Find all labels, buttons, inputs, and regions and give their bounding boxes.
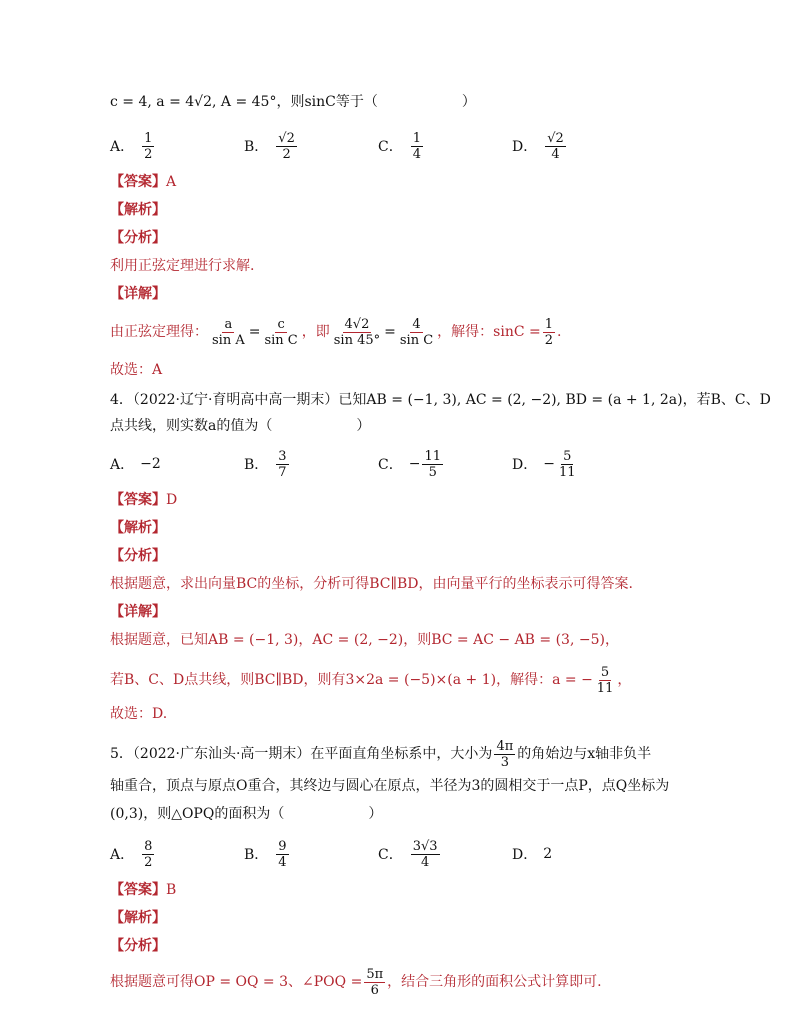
q5-analysis-tag: 【解析】 xyxy=(110,910,166,926)
q5-fenxi-text: 根据题意可得OP = OQ = 3、∠POQ = $\frac{5\pi}{6}$ ，结合三角形的面积公式计算即可. xyxy=(110,966,602,998)
q4-stem-line1: 4．（2022·辽宁·育明高中高一期末）已知AB = (−1, 3), AC = (2, −2), BD = (a + 1, 2a)，若B、C、D xyxy=(110,392,771,408)
q4-fenxi-text: 根据题意，求出向量BC的坐标，分析可得BC∥BD，由向量平行的坐标表示可得答案. xyxy=(110,576,633,592)
q5-answer: 【答案】B xyxy=(110,882,177,898)
q3-option-d: D． $\frac{√2}{4}$ xyxy=(512,130,564,162)
q4-analysis-tag: 【解析】 xyxy=(110,520,166,536)
q4-stem-line2: 点共线，则实数a的值为（ ） xyxy=(110,418,371,434)
q3-stem: c = 4, a = 4√2, A = 45°，则sinC等于（ ） xyxy=(110,94,476,110)
q4-answer: 【答案】D xyxy=(110,492,178,508)
q3-option-c: C． $\frac{1}{4}$ xyxy=(378,130,421,162)
q5-option-a: A． $\frac{8}{2}$ xyxy=(110,838,153,870)
q4-detail-line1: 根据题意，已知AB = (−1, 3)，AC = (2, −2)，则BC = AC − AB = (3, −5)， xyxy=(110,632,619,648)
q4-option-b: B． $\frac{3}{7}$ xyxy=(244,448,287,480)
q4-options xyxy=(110,444,710,484)
q4-fenxi-tag: 【分析】 xyxy=(110,548,166,564)
q3-analysis-tag: 【解析】 xyxy=(110,202,166,218)
q4-detail-tag: 【详解】 xyxy=(110,604,166,620)
q3-option-b: B． $\frac{√2}{2}$ xyxy=(244,130,295,162)
q4-option-a: A． −2 xyxy=(110,456,161,473)
q4-detail-line2: 若B、C、D点共线，则BC∥BD，则有3×2a = (−5)×(a + 1)，解得：a = − $\frac{5}{11}$ ， xyxy=(110,664,632,696)
q5-stem-line3: (0,3)，则△OPQ的面积为（ ） xyxy=(110,806,383,822)
q4-option-d: D． − $\frac{5}{11}$ xyxy=(512,448,576,480)
q5-options xyxy=(110,834,710,874)
q5-option-d: D． 2 xyxy=(512,846,553,863)
q3-answer: 【答案】A xyxy=(110,174,177,190)
q3-fenxi-tag: 【分析】 xyxy=(110,230,166,246)
q5-stem-line1: 5．（2022·广东汕头·高一期末）在平面直角坐标系中，大小为 $\frac{4\pi}{3}$ 的角始边与x轴非负半 xyxy=(110,738,652,770)
q3-option-a: A． $\frac{1}{2}$ xyxy=(110,130,153,162)
q5-option-c: C． $\frac{3√3}{4}$ xyxy=(378,838,438,870)
q4-conclusion: 故选：D. xyxy=(110,706,168,722)
q3-detail-text: 由正弦定理得： $\frac{a}{\text{sin A}}$ = $\frac{c}{\text{sin C}}$ ，即 $\frac{4√2}{\sin 45^\circ}$ = $\frac{4}{\text{sin C}}$ ，解得：sinC = $\frac{1}{2}$ . xyxy=(110,316,562,348)
q5-fenxi-tag: 【分析】 xyxy=(110,938,166,954)
q3-conclusion: 故选：A xyxy=(110,362,163,378)
q3-options xyxy=(110,126,710,166)
q5-stem-line2: 轴重合，顶点与原点O重合，其终边与圆心在原点，半径为3的圆相交于一点P，点Q坐标为 xyxy=(110,778,670,794)
q3-fenxi-text: 利用正弦定理进行求解. xyxy=(110,258,255,274)
q3-detail-tag: 【详解】 xyxy=(110,286,166,302)
q4-option-c: C． − $\frac{11}{5}$ xyxy=(378,448,441,480)
q5-option-b: B． $\frac{9}{4}$ xyxy=(244,838,287,870)
